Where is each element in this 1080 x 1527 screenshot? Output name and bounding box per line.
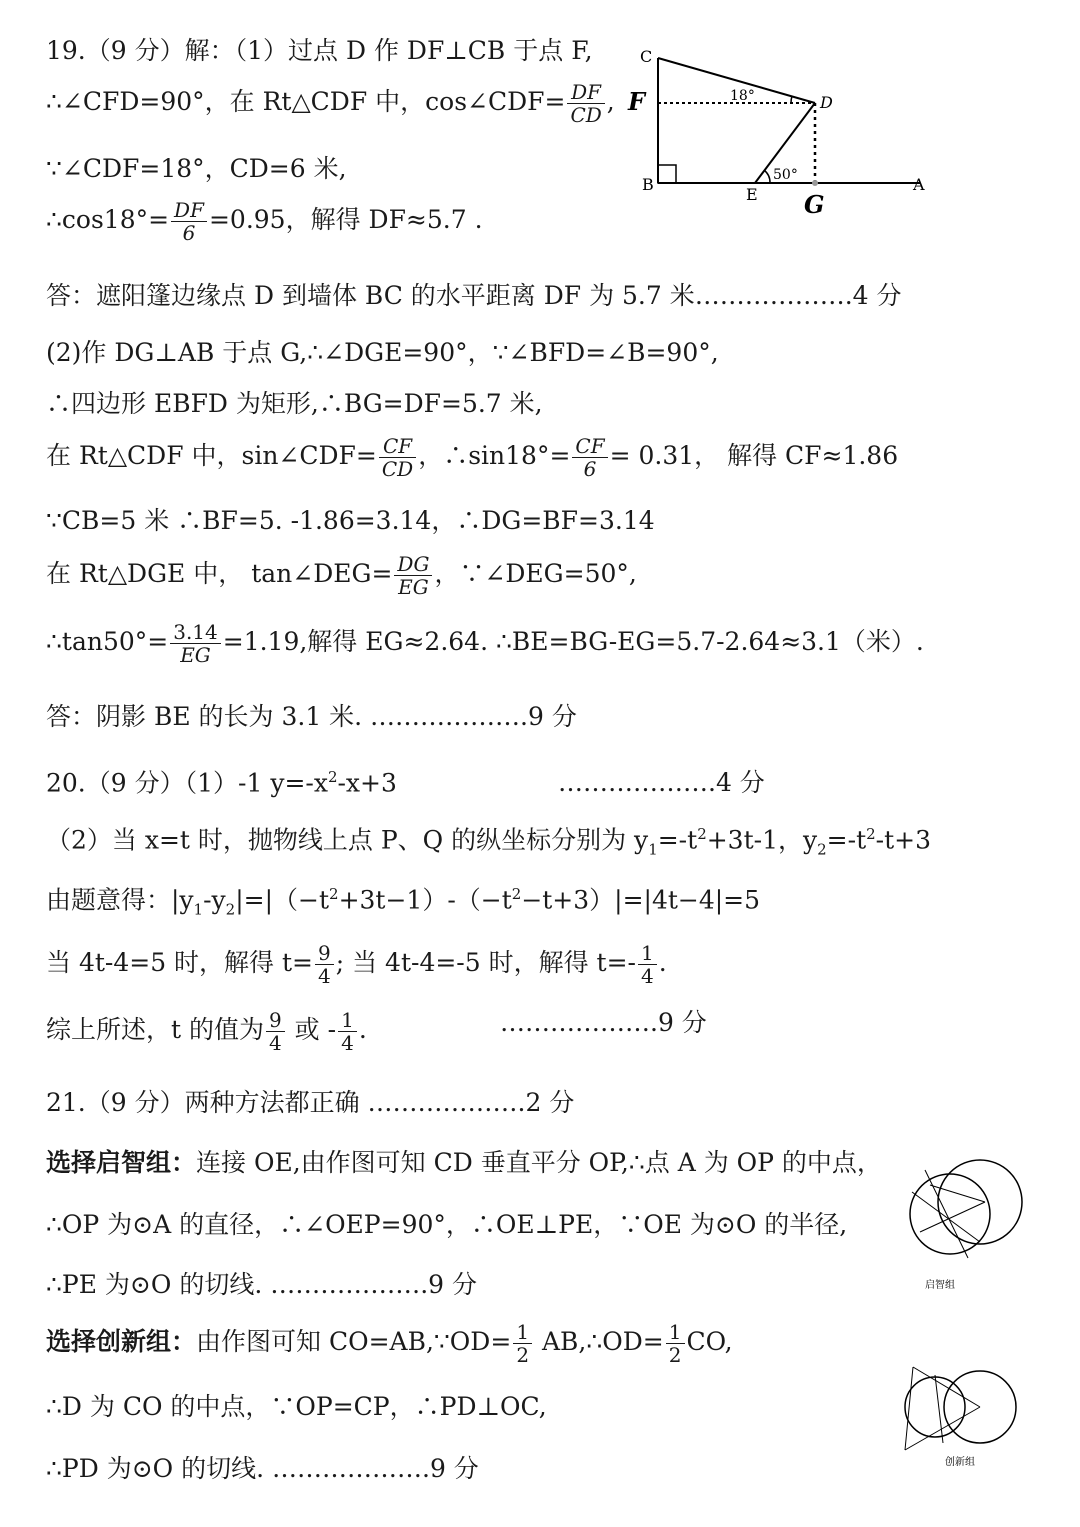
q19-line-8: 在 Rt△CDF 中，sin∠CDF= $\frac{CF}{CD}$ ，∴sin18°= $\frac{CF}{6}$ = 0.31， 解得 CF≈1.86 [46,434,899,481]
q19-line-9: ∵CB=5 米 ∴BF=5. -1.86=3.14，∴DG=BF=3.14 [46,506,655,535]
fraction-1-4-b: $\frac{1}{4}$ [338,1010,357,1053]
label-a: A [913,175,925,194]
q19-diagram [620,40,940,220]
fraction-df-cd: $\frac{DF}{CD}$ [567,82,604,125]
q20-score-1: ……………….4 分 [558,768,765,797]
figure-caption-chuangxin: 创新组 [945,1457,975,1468]
angle-50: 50° [773,167,798,183]
q19-line-1: 19.（9 分）解：（1）过点 D 作 DF⊥CB 于点 F, [46,36,593,65]
q19-line-11: ∴tan50°= $\frac{3.14}{EG}$ =1.19,解得 EG≈2.64. ∴BE=BG-EG=5.7-2.64≈3.1（米）. [46,620,924,667]
q19-answer-1: 答：遮阳篷边缘点 D 到墙体 BC 的水平距离 DF 为 5.7 米……………….4 分 [46,281,902,310]
q20-line-5: 综上所述，t 的值为 $\frac{9}{4}$ 或 - $\frac{1}{4}$ . ……………….9 分 [46,1008,707,1055]
fraction-cf-cd: $\frac{CF}{CD}$ [379,436,416,479]
q20-score-2: ……………….9 分 [500,1008,707,1037]
q21-group2-line-2: ∴D 为 CO 的中点，∵OP=CP，∴PD⊥OC, [46,1392,547,1421]
q20-line-3: 由题意得：$|y_1-y_2|=|(-t^2+3t-1)-(-t^2-t+3)|=|4t-4|=5$ [46,885,761,919]
q19-line-6: (2)作 DG⊥AB 于点 G,∴∠DGE=90°，∵∠BFD=∠B=90°, [46,338,719,367]
q21-group2-line-3: ∴PD 为⊙O 的切线. ……………….9 分 [46,1454,479,1483]
label-b: B [642,175,654,194]
q21-group2-line-1: 选择创新组：由作图可知 CO=AB,∵OD= $\frac{1}{2}$ AB,∴OD= $\frac{1}{2}$ CO, [46,1320,733,1367]
angle-18: 18° [730,88,755,104]
fraction-cf-6: $\frac{CF}{6}$ [572,436,607,479]
fraction-9-4: $\frac{9}{4}$ [315,943,334,986]
label-c: C [640,47,653,66]
q21-group1-label: 选择启智组： [46,1148,197,1177]
q21-group1-line-3: ∴PE 为⊙O 的切线. ……………….9 分 [46,1270,478,1299]
fraction-df-6: $\frac{DF}{6}$ [171,200,207,243]
q19-answer-2: 答：阴影 BE 的长为 3.1 米. ……………….9 分 [46,702,577,731]
fraction-9-4-b: $\frac{9}{4}$ [266,1010,285,1053]
q21-group2-label: 选择创新组： [46,1327,197,1356]
q21-figure-chuangxin [895,1355,1030,1470]
q21-group1-line-2: ∴OP 为⊙A 的直径，∴∠OEP=90°，∴OE⊥PE，∵OE 为⊙O 的半径, [46,1210,848,1239]
q21-group1-line-1: 选择启智组：连接 OE,由作图可知 CD 垂直平分 OP,∴点 A 为 OP 的中点， [46,1148,882,1177]
q19-line-10: 在 Rt△DGE 中， tan∠DEG= $\frac{DG}{EG}$ ，∵∠DEG=50°, [46,552,637,599]
q20-line-4: 当 4t-4=5 时，解得 t= $\frac{9}{4}$ ; 当 4t-4=-5 时，解得 t=- $\frac{1}{4}$ . [46,941,667,988]
fraction-1-4: $\frac{1}{4}$ [638,943,657,986]
fraction-1-2-a: $\frac{1}{2}$ [513,1322,532,1365]
label-e: E [746,185,758,204]
figure-caption-qizhi: 启智组 [925,1280,955,1290]
label-g: G [804,190,825,219]
q19-line-7: ∴四边形 EBFD 为矩形,∴BG=DF=5.7 米, [46,389,543,418]
fraction-dg-eg: $\frac{DG}{EG}$ [394,554,432,597]
q19-line-2: ∴∠CFD=90°，在 Rt△CDF 中，cos∠CDF= $\frac{DF}{CD}$ , [46,80,615,127]
fraction-1-2-b: $\frac{1}{2}$ [666,1322,685,1365]
label-d: D [820,93,833,112]
q20-line-2: （2）当 x=t 时，抛物线上点 P、Q 的纵坐标分别为 $y_1=-t^2+3t-1$，$y_2=-t^2-t+3$ [46,825,932,859]
q20-line-1: 20.（9 分）（1）-1 $y=-x^2-x+3$ ……………….4 分 [46,768,765,798]
q21-line-1: 21.（9 分）两种方法都正确 ……………….2 分 [46,1088,575,1117]
fraction-314-eg: $\frac{3.14}{EG}$ [170,622,221,665]
q19-line-2-text: ∴∠CFD=90°，在 Rt△CDF 中，cos∠CDF= [46,87,566,116]
q21-figure-qizhi [900,1150,1030,1290]
q19-line-4: ∴cos18°= $\frac{DF}{6}$ =0.95，解得 DF≈5.7 . [46,198,483,245]
q19-line-3: ∵∠CDF=18°，CD=6 米, [46,154,347,183]
label-f: F [628,87,646,116]
